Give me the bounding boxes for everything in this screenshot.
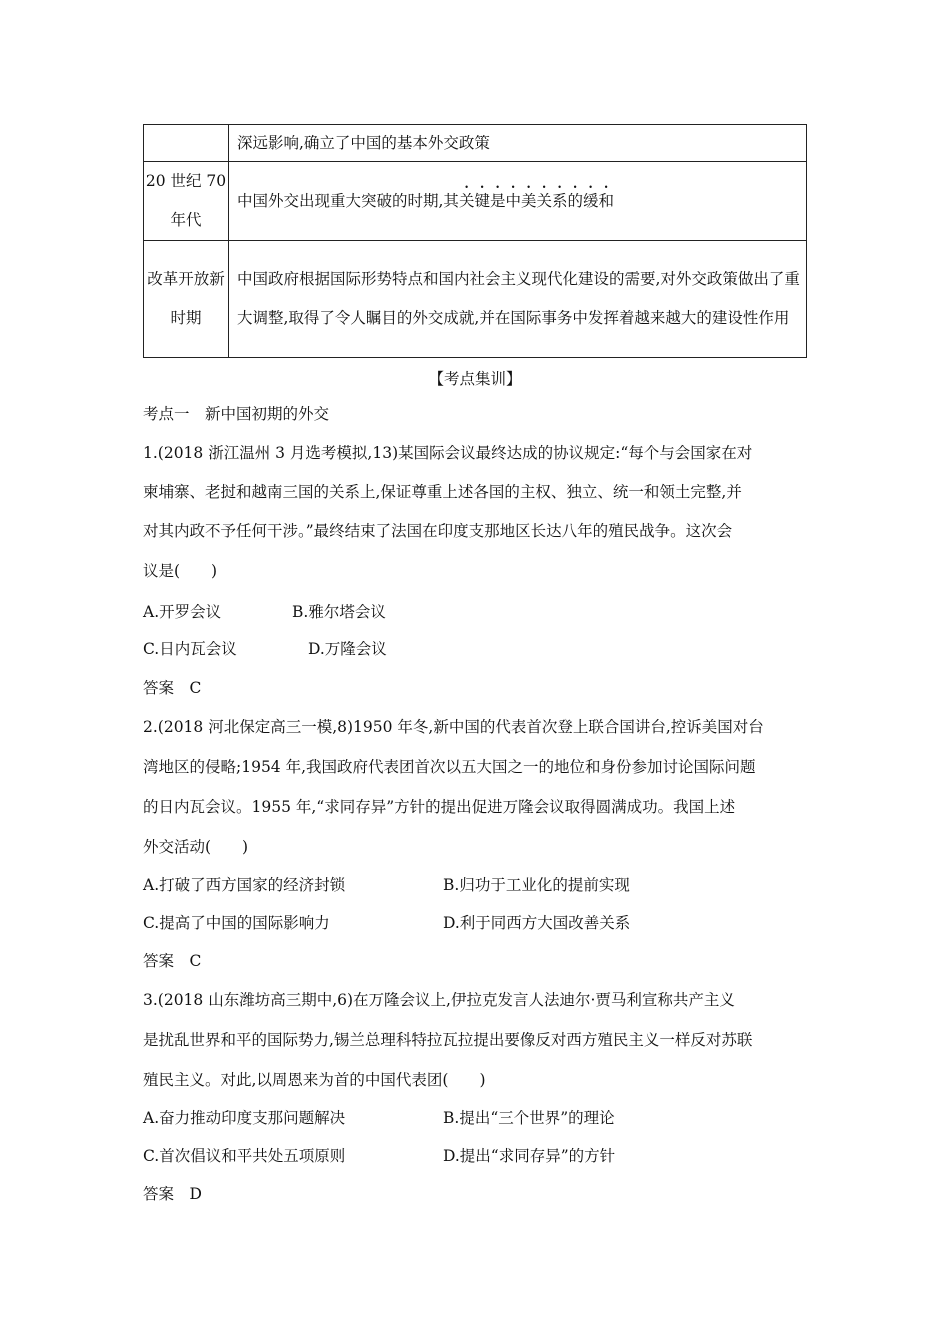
description-cell: 深远影响,确立了中国的基本外交政策 <box>229 125 807 162</box>
answer: 答案 D <box>143 1185 202 1203</box>
option-b: B.归功于工业化的提前实现 <box>443 876 630 894</box>
answer: 答案 C <box>143 952 202 970</box>
question-stem-line: 议是( ) <box>143 562 218 580</box>
period-line: 20 世纪 70 <box>145 172 227 190</box>
option-d: D.利于同西方大国改善关系 <box>443 914 631 932</box>
table-row <box>144 125 807 162</box>
question-stem-line: 是扰乱世界和平的国际势力,锡兰总理科特拉瓦拉提出要像反对西方殖民主义一样反对苏联 <box>143 1031 753 1049</box>
options-row <box>143 911 807 931</box>
description-text: 中国外交出现重大突破的时期,其 <box>237 191 459 210</box>
option-d: D.万隆会议 <box>308 640 387 658</box>
question-stem-line: 3.(2018 山东潍坊高三期中,6)在万隆会议上,伊拉克发言人法迪尔·贾马利宣称共产主义 <box>143 991 735 1009</box>
period-cell <box>144 125 229 162</box>
question-stem-line: 1.(2018 浙江温州 3 月选考模拟,13)某国际会议最终达成的协议规定:“每个与会国家在对 <box>143 444 753 462</box>
period-line: 年代 <box>170 211 202 229</box>
foreign-policy-table <box>143 124 807 358</box>
option-d: D.提出“求同存异”的方针 <box>443 1147 616 1165</box>
section-title: 【考点集训】 <box>428 370 522 388</box>
period-line: 时期 <box>170 309 202 327</box>
description-cell: 中国政府根据国际形势特点和国内社会主义现代化建设的需要,对外交政策做出了重大调整,取得了令人瞩目的外交成就,并在国际事务中发挥着越来越大的建设性作用 <box>229 241 807 358</box>
options-row <box>143 600 807 620</box>
question-stem-line: 的日内瓦会议。1955 年,“求同存异”方针的提出促进万隆会议取得圆满成功。我国上述 <box>143 798 736 816</box>
option-b: B.雅尔塔会议 <box>292 603 386 621</box>
period-cell <box>144 162 229 241</box>
period-line: 改革开放新 <box>147 270 225 288</box>
options-row <box>143 873 807 893</box>
question-stem-line: 外交活动( ) <box>143 838 249 856</box>
period-cell <box>144 241 229 358</box>
answer: 答案 C <box>143 679 202 697</box>
table-row <box>144 241 807 358</box>
question-stem-line: 湾地区的侵略;1954 年,我国政府代表团首次以五大国之一的地位和身份参加讨论国际问题 <box>143 758 756 776</box>
options-row <box>143 1106 807 1126</box>
option-a: A.开罗会议 <box>143 603 222 621</box>
option-c: C.首次倡议和平共处五项原则 <box>143 1147 346 1165</box>
topic-heading: 考点一 新中国初期的外交 <box>143 405 330 423</box>
table-row <box>144 162 807 241</box>
question-stem-line: 2.(2018 河北保定高三一模,8)1950 年冬,新中国的代表首次登上联合国讲台,控诉美国对台 <box>143 718 764 736</box>
question-stem-line: 柬埔寨、老挝和越南三国的关系上,保证尊重上述各国的主权、独立、统一和领土完整,并 <box>143 483 742 501</box>
description-cell <box>229 162 807 241</box>
question-stem-line: 殖民主义。对此,以周恩来为首的中国代表团( ) <box>143 1071 486 1089</box>
option-c: C.提高了中国的国际影响力 <box>143 914 330 932</box>
options-row <box>143 637 807 657</box>
option-c: C.日内瓦会议 <box>143 640 237 658</box>
option-a: A.奋力推动印度支那问题解决 <box>143 1109 346 1127</box>
option-a: A.打破了西方国家的经济封锁 <box>143 876 346 894</box>
emphasized-text: 关键是中美关系的缓和 <box>458 191 614 210</box>
question-stem-line: 对其内政不予任何干涉。”最终结束了法国在印度支那地区长达八年的殖民战争。这次会 <box>143 522 733 540</box>
options-row <box>143 1144 807 1164</box>
option-b: B.提出“三个世界”的理论 <box>443 1109 615 1127</box>
